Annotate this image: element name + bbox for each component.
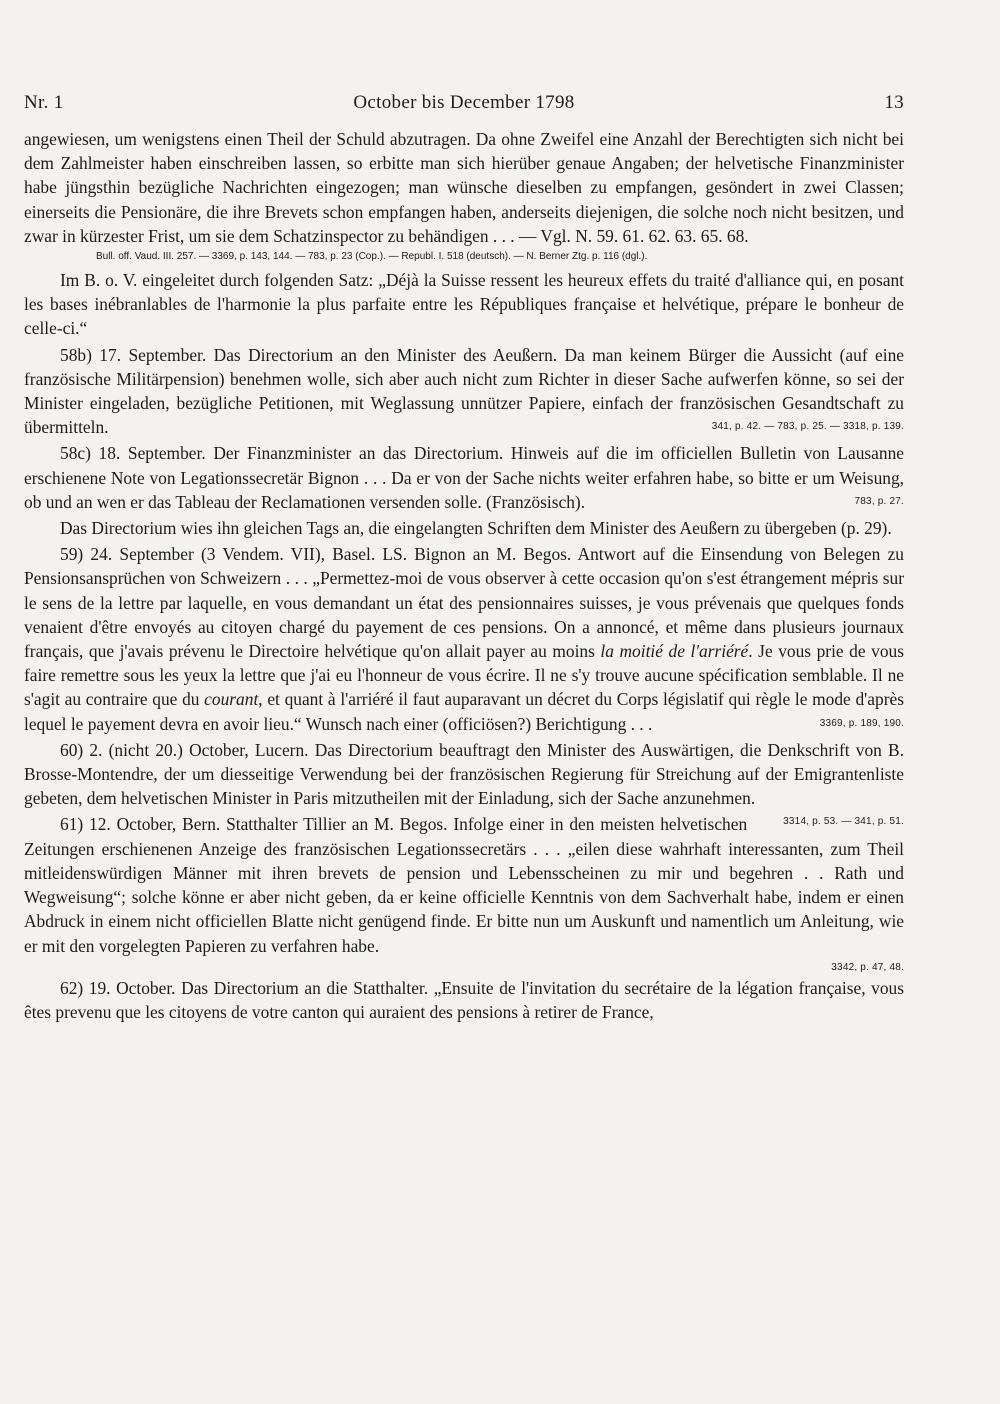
header-title: October bis December 1798: [353, 92, 575, 113]
source-reference: 783, p. 27.: [854, 495, 904, 507]
paragraph: 59) 24. September (3 Vendem. VII), Basel. LS. Bignon an M. Begos. Antwort auf die Einsendung von Belegen zu Pensionsansprüchen von Schweizern . . . „Permettez-moi de vous observer à cette occasion qu'on s'est étrangement mépris sur le sens de la lettre par laquelle, en vous demandant un état des pensionnaires suisses, je vous prévenais que quelques fonds venaient d'être envoyés au citoyen chargé du payement de ces pensions. On a annoncé, et même dans plusieurs journaux français, que j'avais prévenu le Directoire helvétique qu'on allait payer au moins la moitié de l'arriéré. Je vous prie de vous faire remettre sous les yeux la lettre que j'ai eu l'honneur de vous écrire. Il ne s'y trouve aucune spécification semblable. Il ne s'agit au contraire que du courant, et quant à l'arriéré il faut auparavant un décret du Corps législatif qui règle le mode d'après lequel le payement devra en avoir lieu.“ Wunsch nach einer (officiösen?) Berichtigung . . . 3369, p. 189, 190.: [24, 542, 904, 736]
source-reference: 3342, p. 47, 48.: [831, 961, 904, 973]
paragraph: angewiesen, um wenigstens einen Theil der Schuld abzutragen. Da ohne Zweifel eine Anzahl der Berechtigten sich nicht bei dem Zahlmeister haben einschreiben lassen, so erbitte man sich hierüber genaue Angaben; der helvetische Finanzminister habe jüngsthin bezügliche Nachrichten eingezogen; man wünsche dieselben zu empfangen, gesöndert in zwei Classen; einerseits die Pensionäre, die ihre Brevets schon empfangen haben, anderseits diejenigen, die solche noch nicht besitzen, und zwar in kürzester Frist, um sie dem Schatzinspector zu behändigen . . . — Vgl. N. 59. 61. 62. 63. 65. 68.: [24, 129, 904, 246]
paragraph: Im B. o. V. eingeleitet durch folgenden Satz: „Déjà la Suisse ressent les heureux effets du traité d'alliance qui, en posant les bases inébranlables de l'harmonie la plus parfaite entre les Républiques française et helvétique, prépare le bonheur de celle-ci.“: [24, 270, 904, 339]
header-number: Nr. 1: [24, 92, 64, 113]
source-reference: 3314, p. 53. — 341, p. 51.: [783, 816, 904, 828]
document-body: [24, 127, 904, 1026]
source-reference: 3369, p. 189, 190.: [819, 717, 904, 729]
italic-phrase: la moitié de l'arriéré: [600, 641, 749, 662]
page-number: 13: [884, 92, 904, 113]
source-reference: 341, p. 42. — 783, p. 25. — 3318, p. 139.: [711, 421, 904, 433]
italic-word: courant: [204, 689, 259, 710]
paragraph: 60) 2. (nicht 20.) October, Lucern. Das Directorium beauftragt den Minister des Auswärtigen, die Denkschrift von B. Brosse-Montendre, der um diesseitige Verwendung bei der französischen Regierung für Streichung auf der Emigrantenliste gebeten, dem helvetischen Minister in Paris mitzutheilen mit der Einladung, sich der Sache anzunehmen. 3314, p. 53. — 341, p. 51.: [24, 738, 904, 811]
paragraph: 58b) 17. September. Das Directorium an den Minister des Aeußern. Da man keinem Bürger die Aussicht (auf eine französische Militärpension) benehmen wolle, sich aber auch nicht zum Richter in dieser Sache aufwerfen könne, so sei der Minister eingeladen, bezügliche Petitionen, mit Weglassung unnützer Papiere, einfach der französischen Gesandtschaft zu übermitteln. 341, p. 42. — 783, p. 25. — 3318, p. 139.: [24, 343, 904, 440]
paragraph: 58c) 18. September. Der Finanzminister an das Directorium. Hinweis auf die im officiellen Bulletin von Lausanne erschienene Note von Legationssecretär Bignon . . . Da er von der Sache nichts weiter erfahren habe, so bitte er um Weisung, ob und an wen er das Tableau der Reclamationen versenden solle. (Französisch). 783, p. 27.: [24, 441, 904, 514]
paragraph: 62) 19. October. Das Directorium an die Statthalter. „Ensuite de l'invitation du secrétaire de la légation française, vous êtes prevenu que les citoyens de votre canton qui auraient des pensions à retirer de France,: [24, 977, 904, 1022]
paragraph: 61) 12. October, Bern. Statthalter Tillier an M. Begos. Infolge einer in den meisten helvetischen Zeitungen erschienenen Anzeige des französischen Legationssecretärs . . . „eilen diese wahrhaft interessanten, zum Theil mitleidenswürdigen Männer mit ihren brevets de pension und Lebensscheinen zu mir und begehren . . Rath und Wegweisung“; solche könne er aber nicht geben, da er keine officielle Kenntnis von dem Sachverhalt habe, indem er einen Abdruck in einem nicht officiellen Blatte nicht genügend finde. Er bitte nun um Auskunft und namentlich um Anleitung, wie er mit den vorgelegten Papieren zu verfahren habe.: [24, 814, 904, 956]
source-reference: Bull. off. Vaud. III. 257. — 3369, p. 143, 144. — 783, p. 23 (Cop.). — Republ. I. 518 (deutsch). — N. Berner Ztg. p. 116 (dgl.).: [96, 251, 648, 263]
paragraph: Das Directorium wies ihn gleichen Tags an, die eingelangten Schriften dem Minister des Aeußern zu übergeben (p. 29).: [60, 518, 892, 539]
